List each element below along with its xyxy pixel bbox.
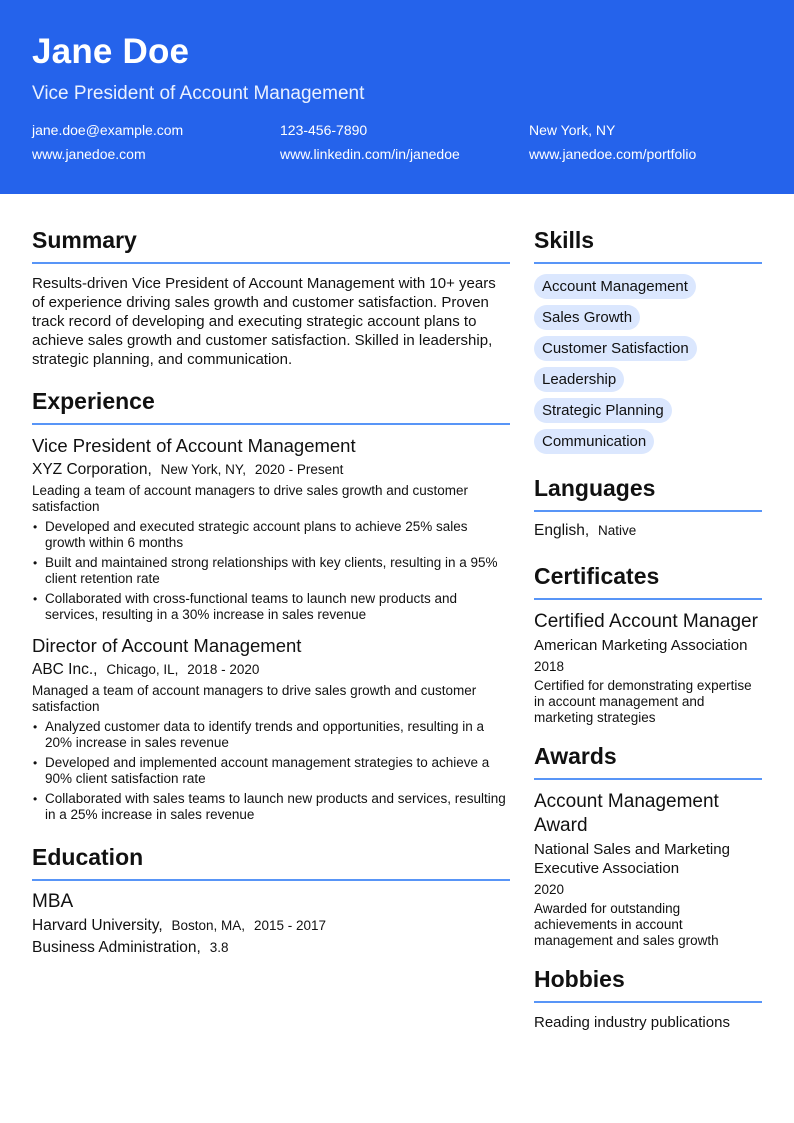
- achievement-item: • Developed and executed strategic account plans to achieve 25% sales growth within 6 months: [32, 519, 510, 551]
- education-location: Boston, MA,: [171, 918, 246, 933]
- education-section: [32, 843, 510, 957]
- contact-phone[interactable]: 123-456-7890: [280, 122, 368, 138]
- job-company: ABC Inc.,: [32, 661, 98, 678]
- award-year: 2020: [534, 882, 565, 897]
- skills-heading: Skills: [534, 227, 595, 253]
- certificates-section: [534, 562, 762, 726]
- language-entry: [534, 522, 762, 540]
- education-field-line: [32, 939, 510, 957]
- achievement-item: • Developed and implemented account management strategies to achieve a 90% client satisfaction rate: [32, 755, 510, 787]
- contact-email[interactable]: jane.doe@example.com: [32, 122, 184, 138]
- job-description: Managed a team of account managers to drive sales growth and customer satisfaction: [32, 683, 477, 714]
- experience-section: [32, 387, 510, 823]
- certificate-description: Certified for demonstrating expertise in account management and marketing strategies: [534, 678, 752, 725]
- hobby-item: Reading industry publications: [534, 1014, 730, 1031]
- section-divider: [32, 262, 510, 264]
- summary-text: Results-driven Vice President of Account Management with 10+ years of experience driving sales growth and customer satisfaction. Proven track record of developing and executing strategic account plans to achieve sales growth and customer satisfaction. Skilled in leadership, strategic planning, and communication.: [32, 275, 496, 368]
- awards-heading: Awards: [534, 743, 617, 769]
- education-field: Business Administration,: [32, 939, 201, 956]
- education-meta: [32, 917, 510, 935]
- education-gpa: 3.8: [209, 940, 229, 955]
- skill-tag: Account Management: [534, 274, 696, 299]
- main-column: [32, 226, 510, 957]
- education-dates: 2015 - 2017: [253, 918, 327, 933]
- contact-portfolio[interactable]: www.janedoe.com/portfolio: [529, 146, 697, 162]
- contact-linkedin[interactable]: www.linkedin.com/in/janedoe: [280, 146, 460, 162]
- contact-location: New York, NY: [529, 122, 616, 138]
- section-divider: [534, 1001, 762, 1003]
- hobbies-heading: Hobbies: [534, 966, 625, 992]
- language-level: Native: [598, 523, 637, 538]
- contact-website[interactable]: www.janedoe.com: [32, 146, 146, 162]
- section-divider: [32, 879, 510, 881]
- experience-heading: Experience: [32, 388, 155, 414]
- language-name: English,: [534, 522, 590, 539]
- achievement-item: • Collaborated with cross-functional teams to launch new products and services, resulting in a 30% increase in sales revenue: [32, 591, 510, 623]
- section-divider: [534, 598, 762, 600]
- education-heading: Education: [32, 844, 144, 870]
- job-title: Vice President of Account Management: [32, 435, 356, 456]
- certificate-issuer: American Marketing Association: [534, 637, 748, 654]
- summary-section: [32, 226, 510, 369]
- skills-section: [534, 226, 762, 460]
- section-divider: [534, 262, 762, 264]
- award-issuer: National Sales and Marketing Executive Association: [534, 841, 730, 877]
- job-location: Chicago, IL,: [106, 662, 179, 677]
- skill-list: [534, 274, 762, 460]
- sidebar-column: [534, 226, 762, 1032]
- job-meta: [32, 661, 510, 679]
- achievement-item: • Analyzed customer data to identify trends and opportunities, resulting in a 20% increase in sales revenue: [32, 719, 510, 751]
- job-dates: 2018 - 2020: [187, 662, 260, 677]
- certificates-heading: Certificates: [534, 563, 660, 589]
- job-achievements: [32, 719, 510, 823]
- achievement-item: • Collaborated with sales teams to launch new products and services, resulting in a 25% increase in sales revenue: [32, 791, 510, 823]
- job-description: Leading a team of account managers to drive sales growth and customer satisfaction: [32, 483, 468, 514]
- languages-section: [534, 474, 762, 540]
- section-divider: [534, 510, 762, 512]
- job-meta: [32, 461, 510, 479]
- candidate-title: Vice President of Account Management: [32, 83, 365, 104]
- resume-header: [0, 0, 794, 194]
- hobbies-section: [534, 965, 762, 1032]
- certificate-title: Certified Account Manager: [534, 611, 758, 632]
- skill-tag: Sales Growth: [534, 305, 640, 330]
- job-entry: [32, 635, 510, 823]
- candidate-name: Jane Doe: [32, 32, 190, 71]
- certificate-year: 2018: [534, 659, 565, 674]
- job-title: Director of Account Management: [32, 635, 302, 656]
- job-entry: [32, 435, 510, 623]
- skill-tag: Customer Satisfaction: [534, 336, 697, 361]
- job-company: XYZ Corporation,: [32, 461, 152, 478]
- achievement-item: • Built and maintained strong relationships with key clients, resulting in a 95% client retention rate: [32, 555, 510, 587]
- skill-tag: Leadership: [534, 367, 624, 392]
- skill-tag: Communication: [534, 429, 654, 454]
- job-achievements: [32, 519, 510, 623]
- award-description: Awarded for outstanding achievements in account management and sales growth: [534, 901, 719, 948]
- section-divider: [32, 423, 510, 425]
- job-dates: 2020 - Present: [254, 462, 344, 477]
- section-divider: [534, 778, 762, 780]
- languages-heading: Languages: [534, 475, 656, 501]
- education-school: Harvard University,: [32, 917, 163, 934]
- summary-heading: Summary: [32, 227, 137, 253]
- awards-section: [534, 742, 762, 949]
- skill-tag: Strategic Planning: [534, 398, 672, 423]
- award-title: Account Management Award: [534, 791, 719, 836]
- job-location: New York, NY,: [160, 462, 246, 477]
- education-degree: MBA: [32, 891, 74, 912]
